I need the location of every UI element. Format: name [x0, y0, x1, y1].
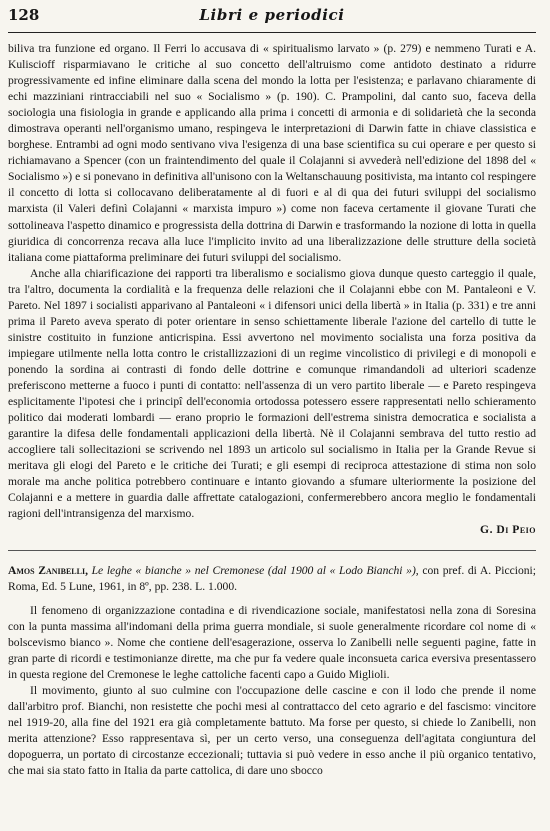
review-publication-info: con pref. di A. Piccioni; Roma, Ed. 5 Lune, 1961, in 8º, pp. 238. L. 1.000. [8, 564, 536, 594]
review-paragraph: Il fenomeno di organizzazione contadina e di rivendicazione sociale, manifestatosi nella zona di Soresina con la punta massima all'indomani della prima guerra mondiale, si suole generalmente ricordare col nome di « bolscevismo bianco ». Nome che contiene dell'esagerazione, osserva lo Zanibelli nelle seguenti pagine, fatte in gran parte di ricordi e testimonianze dirette, ma che pur fa vedere quale inconsueta carica eversiva presentassero in questa regione del Cremonese le leghe cattoliche facenti capo a Guido Miglioli. [8, 603, 536, 681]
review-body [8, 603, 536, 780]
article-paragraph: Anche alla chiarificazione dei rapporti tra liberalismo e socialismo giova dunque questo carteggio il quale, tra l'altro, documenta la cordialità e la frequenza delle relazioni che il Colajanni ebbe con M. Pantaleoni e V. Pareto. Nel 1897 i socialisti apparivano al Pantaleoni « i difensori unici della libertà » in Italia (p. 331) e tre anni prima il Pareto aveva sperato di poter orientare in senso schiettamente liberale l'azione del cartello di tutte le sinistre costituito in funzione anticrispina. Essi avvertono nel movimento socialista una forza positiva da impiegare utilmente nella lotta contro le cristallizzazioni di un regime vincolistico di privilegi e di monopoli e ponendo la sordina ai contrasti di fondo delle dottrine e comunque rimandandoli ad ulteriori scadenze preferiscono metterne a fuoco i punti di contatto: nell'assenza di un vero partito liberale — e Pareto respingeva esplicitamente l'ipotesi che i principî dell'economia ortodossa potessero essere rappresentati nello schieramento politico dai moderati lombardi — erano proprio le formazioni dell'estrema sinistra democratica e socialista a garantire la difesa delle fondamentali applicazioni della libertà. Nè il Colajanni sembrava del tutto restio ad accogliere tali sollecitazioni se scrivendo nel 1893 un articolo sul socialismo in Italia per la Grande Revue si meritava gli elogi del Pareto e le critiche dei Turati; e gli esempi di reciproca attestazione di stima non solo morale ma anche politica potrebbero continuare e intanto giovando a sfumare ulteriormente la posizione del Colajanni e a mettere in guardia dalle affrettate catalogazioni, confermerebbero ancora meglio le fondamentali ragioni dell'intransigenza del marxismo. [8, 266, 536, 521]
article-signature: G. Di Peio [480, 523, 536, 537]
review-author: Amos Zanibelli, [8, 564, 88, 578]
review-paragraph: Il movimento, giunto al suo culmine con l'occupazione delle cascine e con il lodo che prende il nome dall'arbitro prof. Bianchi, non resistette che pochi mesi al contrattacco del ceto agrario e del fascismo: vincitore nel 1919-20, alla fine del 1921 era già completamente battuto. Ma forse per questo, si chiede lo Zanibelli, non merita attenzione? Esso rappresentava sì, per un certo verso, una conseguenza dell'agitata congiuntura del dopoguerra, un portato di circostanze eccezionali; tuttavia si può vedere in esso anche il più organico tentativo, che mai sia stato fatto in Italia da parte cattolica, di dare uno sbocco [8, 683, 536, 777]
page-number: 128 [8, 6, 40, 24]
article-body [8, 41, 536, 522]
review-citation [8, 563, 536, 595]
article-paragraph: biliva tra funzione ed organo. Il Ferri lo accusava di « spiritualismo larvato » (p. 279) e nemmeno Turati e A. Kuliscioff risparmiavano le critiche al suo concetto dell'altruismo come antidoto destinato a ridurre progressivamente ed infine eliminare dalla scena del mondo la lotta per l'esistenza; e parlavano chiaramente di echi mazziniani rintracciabili nel suo « Socialismo » (p. 190). C. Prampolini, dal canto suo, faceva della sociologia una fisiologia in grande e applicando alla prima i concetti di armonia e di solidarietà che la seconda dimostrava operanti nell'organismo umano, respingeva le interpretazioni di Darwin fatte in chiave classistica e borghese. Entrambi ad ogni modo sentivano viva l'esigenza di una base scientifica su cui operare e per questo si richiamavano a Spencer (con un fraintendimento del quale il Colajanni si avvederà nell'edizione del 1898 del « Socialismo ») e si ponevano in definitiva all'unisono con la Weltanschauung positivista, ma intanto col respingere il concetto di lotta si collocavano deliberatamente al di fuori e al di qua dei futuri sviluppi del socialismo marxista (il Valeri definì Colajanni « marxista impuro ») come non faceva certamente il giovane Turati che sottolineava l'aspetto dinamico e progressista della dottrina di Darwin e trasformando la nozione di lotta in quella giuridica di concorrenza recava alla luce l'implicito invito ad una liberalizzazione delle strutture della società italiana come piattaforma preliminare dei futuri sviluppi del socialismo. [8, 42, 536, 264]
running-head: Libri e periodici [199, 6, 345, 24]
review-title: Le leghe « bianche » nel Cremonese (dal 1900 al « Lodo Bianchi »), [91, 564, 419, 578]
section-divider [8, 550, 536, 551]
page-header [8, 6, 536, 33]
